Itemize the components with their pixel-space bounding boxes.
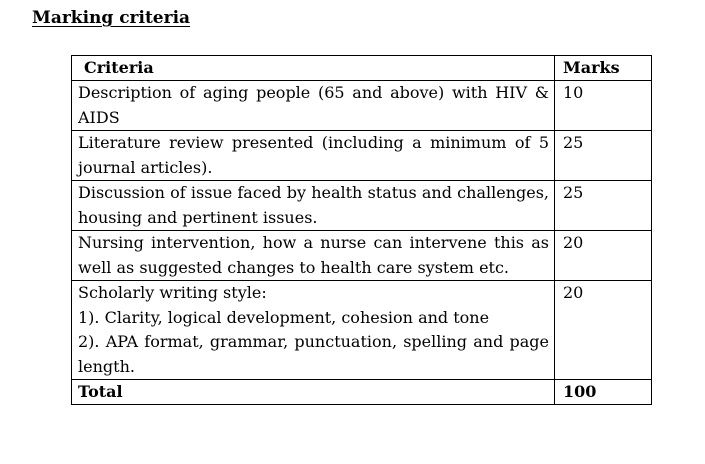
marks-column-header: Marks xyxy=(555,56,652,81)
marking-criteria-table xyxy=(71,55,652,405)
criteria-cell: Discussion of issue faced by health status and challenges, housing and pertinent issues. xyxy=(72,181,555,231)
marks-cell: 25 xyxy=(555,181,652,231)
total-row xyxy=(72,380,652,405)
marks-cell: 20 xyxy=(555,281,652,380)
criteria-line: Scholarly writing style: xyxy=(78,283,267,302)
total-label: Total xyxy=(72,380,555,405)
table-row xyxy=(72,131,652,181)
marking-criteria-heading: Marking criteria xyxy=(32,8,191,28)
total-marks: 100 xyxy=(555,380,652,405)
criteria-cell: Literature review presented (including a minimum of 5 journal articles). xyxy=(72,131,555,181)
table-header-row xyxy=(72,56,652,81)
criteria-cell xyxy=(72,281,555,380)
criteria-cell: Description of aging people (65 and above) with HIV & AIDS xyxy=(72,81,555,131)
table-row xyxy=(72,81,652,131)
marks-cell: 25 xyxy=(555,131,652,181)
table-row xyxy=(72,281,652,380)
table-row xyxy=(72,181,652,231)
marks-cell: 10 xyxy=(555,81,652,131)
table-row xyxy=(72,231,652,281)
criteria-cell: Nursing intervention, how a nurse can intervene this as well as suggested changes to health care system etc. xyxy=(72,231,555,281)
criteria-line: 2). APA format, grammar, punctuation, spelling and page length. xyxy=(78,332,549,376)
criteria-line: 1). Clarity, logical development, cohesion and tone xyxy=(78,307,490,327)
marks-cell: 20 xyxy=(555,231,652,281)
criteria-column-header: Criteria xyxy=(72,56,555,81)
